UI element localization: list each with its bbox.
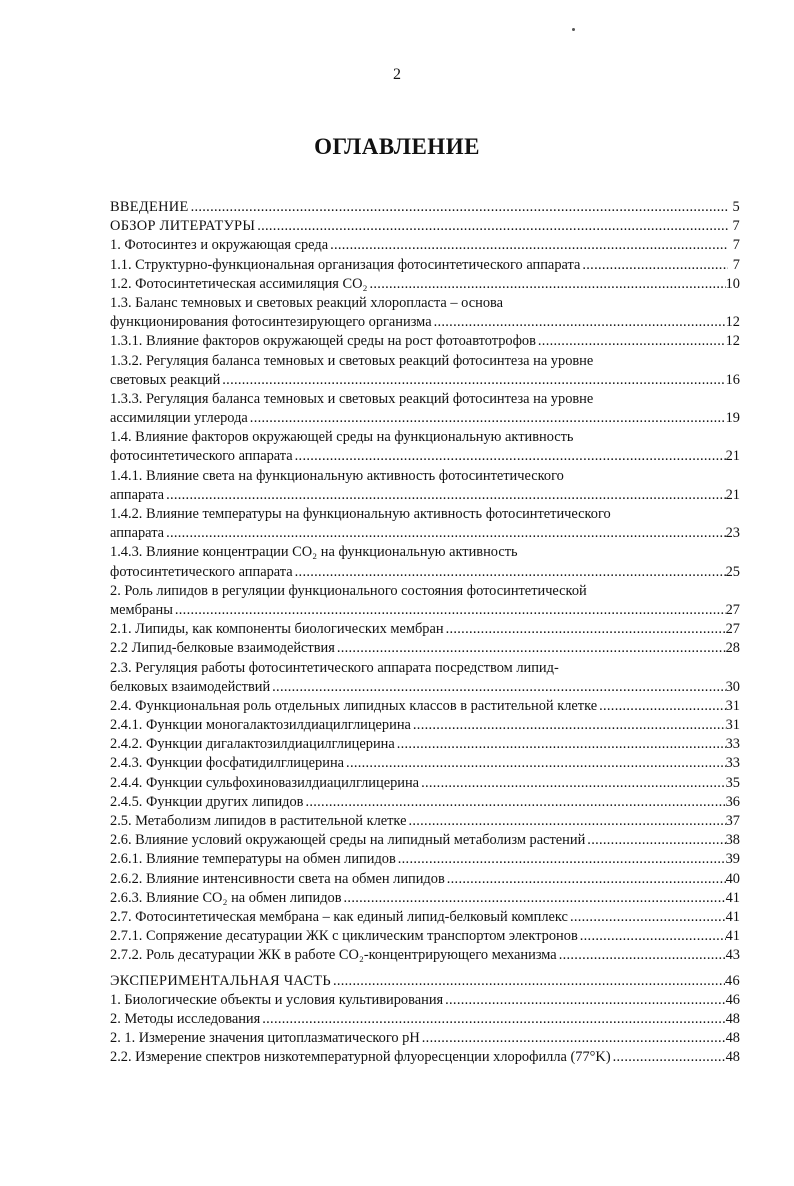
toc-dot-leader [220, 371, 725, 390]
toc-entry-row [110, 198, 740, 217]
toc-entry-title-line: 2.3. Регуляция работы фотосинтетического аппарата посредством липид- [110, 659, 559, 676]
toc-page-number: 33 [725, 736, 740, 753]
toc-entry[interactable] [110, 831, 740, 850]
toc-entry[interactable] [110, 774, 740, 793]
toc-page-number: 19 [725, 410, 740, 427]
toc-entry[interactable] [110, 735, 740, 754]
toc-dot-leader [536, 332, 726, 351]
toc-page-number: 37 [725, 813, 740, 829]
toc-entry[interactable] [110, 428, 740, 466]
toc-dot-leader [344, 754, 726, 773]
toc-dot-leader [396, 850, 726, 869]
toc-entry-title: 2.7.2. Роль десатурации ЖК в работе CO₂-концентрирующего механизма [110, 947, 557, 964]
toc-entry-title: 2.4.2. Функции дигалактозилдиацилглицерина [110, 736, 395, 753]
toc-entry-title-line: 1.3.2. Регуляция баланса темновых и световых реакций фотосинтеза на уровне [110, 352, 594, 369]
toc-entry-title-line: 1.4.1. Влияние света на функциональную активность фотосинтетического [110, 467, 564, 484]
toc-entry-title: 1. Фотосинтез и окружающая среда [110, 237, 329, 254]
toc-entry[interactable] [110, 1010, 740, 1029]
toc-entry-title: 2.6.3. Влияние CO₂ на обмен липидов [110, 889, 342, 906]
toc-dot-leader [164, 486, 726, 505]
toc-dot-leader [395, 735, 726, 754]
toc-dot-leader [411, 716, 726, 735]
toc-entry[interactable] [110, 659, 740, 697]
toc-dot-leader [578, 927, 726, 946]
toc-entry-title: 2.1. Липиды, как компоненты биологических мембран [110, 621, 444, 638]
toc-entry-title: 2.7. Фотосинтетическая мембрана – как единый липид-белковый комплекс [110, 908, 568, 925]
toc-entry[interactable] [110, 793, 740, 812]
toc-page-number: 10 [725, 275, 740, 292]
toc-entry-title: световых реакций [110, 371, 221, 388]
toc-entry-title: ЭКСПЕРИМЕНТАЛЬНАЯ ЧАСТЬ [110, 972, 331, 989]
toc-dot-leader [580, 256, 728, 275]
toc-entry-row [110, 256, 740, 275]
toc-dot-leader [255, 217, 728, 236]
toc-entry[interactable] [110, 620, 740, 639]
toc-entry-row [110, 991, 740, 1010]
toc-page-number: 36 [725, 793, 740, 810]
toc-entry-row [110, 620, 740, 639]
toc-entry[interactable] [110, 582, 740, 620]
toc-entry-title: аппарата [110, 525, 165, 542]
toc-entry-title-line: 2. Роль липидов в регуляции функционального состояния фотосинтетической [110, 582, 587, 599]
toc-dot-leader [557, 946, 726, 965]
toc-page-number: 43 [725, 947, 740, 964]
toc-entry-row [110, 486, 740, 505]
toc-entry[interactable] [110, 908, 740, 927]
toc-entry-row [110, 678, 740, 697]
toc-page-number: 7 [732, 218, 740, 235]
toc-dot-leader [568, 908, 726, 927]
toc-entry[interactable] [110, 639, 740, 658]
toc-entry-title: белковых взаимодействий [110, 678, 271, 695]
page-number: 2 [393, 66, 401, 83]
toc-entry-title-line: 1.4.3. Влияние концентрации CO₂ на функциональную активность [110, 544, 518, 561]
toc-page-number: 7 [732, 237, 740, 254]
toc-dot-leader [328, 236, 728, 255]
toc-entry-title: 2.4.5. Функции других липидов [110, 793, 304, 810]
toc-entry[interactable] [110, 256, 740, 275]
toc-entry-title: аппарата [110, 486, 165, 503]
toc-entry-row [110, 889, 740, 908]
toc-dot-leader [270, 678, 725, 697]
toc-dot-leader [611, 1048, 726, 1067]
toc-entry-title: 2.5. Метаболизм липидов в растительной клетке [110, 813, 407, 829]
toc-entry-title-line: 1.4.2. Влияние температуры на функциональную активность фотосинтетического [110, 506, 611, 522]
toc-dot-leader [585, 831, 725, 850]
toc-entry[interactable] [110, 198, 740, 217]
toc-page-number: 48 [725, 1010, 740, 1027]
toc-entry-title: фотосинтетического аппарата [110, 563, 293, 580]
toc-page-number: 27 [725, 621, 740, 638]
toc-entry-row [110, 946, 740, 965]
toc-entry[interactable] [110, 543, 740, 581]
toc-entry-title: 2.6.1. Влияние температуры на обмен липидов [110, 851, 396, 868]
toc-entry-title: 2.7.1. Сопряжение десатурации ЖК с циклическим транспортом электронов [110, 928, 578, 945]
toc-entry-title: ОБЗОР ЛИТЕРАТУРЫ [110, 218, 256, 235]
table-of-contents [110, 198, 740, 1067]
toc-entry-title: 2. 1. Измерение значения цитоплазматического pH [110, 1030, 420, 1047]
scan-speck [572, 28, 575, 31]
toc-entry-row [110, 601, 740, 620]
page-title: ОГЛАВЛЕНИЕ [314, 134, 480, 159]
toc-entry-row [110, 275, 740, 294]
toc-dot-leader [406, 812, 725, 831]
toc-entry-row [110, 217, 740, 236]
toc-entry-row [110, 831, 740, 850]
toc-entry-title-line: 1.3. Баланс темновых и световых реакций хлоропласта – основа [110, 294, 504, 311]
toc-entry[interactable] [110, 812, 740, 831]
toc-dot-leader [368, 275, 726, 294]
toc-entry-row [110, 908, 740, 927]
toc-entry-row [110, 870, 740, 889]
toc-entry[interactable] [110, 467, 740, 505]
toc-entry[interactable] [110, 1048, 740, 1067]
toc-page-number: 28 [725, 640, 740, 657]
toc-dot-leader [189, 198, 728, 217]
toc-entry-row [110, 1029, 740, 1048]
toc-entry-row [110, 332, 740, 351]
toc-entry-title: 1.2. Фотосинтетическая ассимиляция CO₂ [110, 275, 368, 292]
toc-entry[interactable] [110, 716, 740, 735]
toc-page-number: 5 [732, 199, 740, 215]
toc-entry-title: 2.2. Измерение спектров низкотемпературной флуоресценции хлорофилла (77°K) [110, 1049, 611, 1066]
toc-dot-leader [419, 774, 726, 793]
toc-entry[interactable] [110, 352, 740, 390]
toc-page-number: 41 [725, 928, 740, 945]
toc-entry-title: 2.2 Липид-белковые взаимодействия [110, 640, 335, 657]
toc-entry-row [110, 639, 740, 658]
toc-entry-title-line: 1.3.3. Регуляция баланса темновых и световых реакций фотосинтеза на уровне [110, 390, 594, 407]
toc-page-number: 46 [725, 972, 740, 989]
toc-entry-title: функционирования фотосинтезирующего организма [110, 314, 432, 331]
toc-dot-leader [293, 447, 726, 466]
toc-entry-row [110, 371, 740, 390]
toc-entry-title: 1.1. Структурно-функциональная организация фотосинтетического аппарата [110, 256, 581, 273]
toc-entry[interactable] [110, 946, 740, 965]
toc-entry-title: мембраны [110, 601, 173, 618]
toc-page-number: 41 [725, 908, 740, 925]
toc-dot-leader [293, 563, 726, 582]
toc-dot-leader [444, 620, 726, 639]
toc-entry-title: ВВЕДЕНИЕ [110, 199, 189, 215]
toc-entry-title: 2.4.1. Функции моногалактозилдиацилглицерина [110, 717, 411, 734]
toc-entry[interactable] [110, 754, 740, 773]
toc-entry-title: 2.4. Функциональная роль отдельных липидных классов в растительной клетке [110, 697, 598, 714]
toc-page-number: 41 [725, 889, 740, 906]
toc-entry-row [110, 1010, 740, 1029]
toc-dot-leader [248, 409, 726, 428]
toc-entry-row [110, 563, 740, 582]
toc-entry-row [110, 774, 740, 793]
toc-entry-row [110, 972, 740, 991]
toc-entry-title: 2.6. Влияние условий окружающей среды на липидный метаболизм растений [110, 832, 586, 849]
toc-dot-leader [420, 1029, 726, 1048]
toc-page-number: 12 [725, 333, 740, 350]
toc-dot-leader [443, 991, 725, 1010]
toc-page-number: 48 [725, 1049, 740, 1066]
toc-entry-row [110, 927, 740, 946]
toc-entry[interactable] [110, 991, 740, 1010]
toc-entry-title: 2. Методы исследования [110, 1010, 261, 1027]
toc-entry[interactable] [110, 505, 740, 543]
toc-dot-leader [432, 313, 726, 332]
toc-entry-row [110, 850, 740, 869]
toc-entry[interactable] [110, 275, 740, 294]
toc-entry[interactable] [110, 850, 740, 869]
toc-entry-row [110, 754, 740, 773]
toc-page-number: 46 [725, 991, 740, 1008]
toc-entry[interactable] [110, 390, 740, 428]
toc-dot-leader [597, 697, 726, 716]
toc-dot-leader [164, 524, 726, 543]
toc-page-number: 27 [725, 601, 740, 618]
toc-dot-leader [445, 870, 726, 889]
toc-page-number: 21 [725, 486, 740, 503]
toc-entry[interactable] [110, 217, 740, 236]
toc-entry-row [110, 313, 740, 332]
toc-page-number: 31 [725, 717, 740, 734]
toc-entry-row [110, 1048, 740, 1067]
toc-entry-title: ассимиляции углерода [110, 410, 248, 427]
toc-entry-row [110, 812, 740, 831]
toc-entry-title: фотосинтетического аппарата [110, 448, 293, 465]
toc-entry[interactable] [110, 870, 740, 889]
toc-page-number: 23 [725, 525, 740, 542]
toc-entry[interactable] [110, 889, 740, 908]
toc-entry-row [110, 236, 740, 255]
toc-entry-row [110, 716, 740, 735]
toc-entry[interactable] [110, 1029, 740, 1048]
toc-dot-leader [173, 601, 726, 620]
toc-entry-title: 2.6.2. Влияние интенсивности света на обмен липидов [110, 870, 445, 887]
toc-page-number: 48 [725, 1030, 740, 1047]
toc-page-number: 35 [725, 774, 740, 791]
toc-page-number: 21 [725, 448, 740, 465]
toc-entry-row [110, 793, 740, 812]
toc-entry-title-line: 1.4. Влияние факторов окружающей среды на функциональную активность [110, 429, 574, 446]
toc-entry[interactable] [110, 972, 740, 991]
toc-entry[interactable] [110, 697, 740, 716]
toc-entry-row [110, 409, 740, 428]
toc-entry[interactable] [110, 236, 740, 255]
toc-entry[interactable] [110, 294, 740, 332]
toc-entry-row [110, 697, 740, 716]
toc-entry-row [110, 524, 740, 543]
toc-entry-title: 2.4.3. Функции фосфатидилглицерина [110, 755, 345, 772]
toc-dot-leader [303, 793, 725, 812]
toc-entry-title: 1.3.1. Влияние факторов окружающей среды на рост фотоавтотрофов [110, 333, 536, 350]
toc-page-number: 12 [725, 314, 740, 331]
toc-dot-leader [342, 889, 726, 908]
toc-page-number: 33 [725, 755, 740, 772]
toc-page-number: 16 [725, 371, 740, 388]
toc-dot-leader [331, 972, 725, 991]
toc-entry-row [110, 735, 740, 754]
toc-entry-title: 2.4.4. Функции сульфохиновазилдиацилглицерина [110, 774, 420, 791]
toc-page-number: 31 [725, 697, 740, 714]
toc-page-number: 39 [725, 851, 740, 868]
toc-entry[interactable] [110, 332, 740, 351]
toc-dot-leader [335, 639, 726, 658]
toc-page-number: 30 [725, 678, 740, 695]
toc-page-number: 40 [725, 870, 740, 887]
toc-entry-row [110, 447, 740, 466]
toc-entry[interactable] [110, 927, 740, 946]
toc-dot-leader [260, 1010, 725, 1029]
toc-page-number: 38 [725, 832, 740, 849]
toc-page-number: 25 [725, 563, 740, 580]
toc-page-number: 7 [732, 256, 740, 273]
toc-entry-title: 1. Биологические объекты и условия культивирования [110, 991, 444, 1008]
